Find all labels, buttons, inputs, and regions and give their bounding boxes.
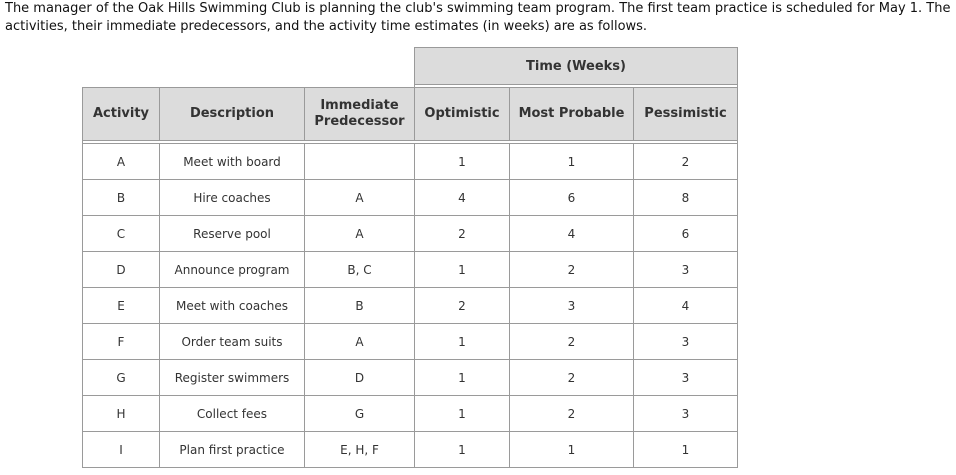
most-probable-cell: 4 [510,216,634,252]
header-most-probable: Most Probable [510,88,634,141]
activity-cell: B [83,180,160,216]
predecessor-cell: E, H, F [305,432,415,468]
header-description: Description [160,88,305,141]
pessimistic-cell: 8 [634,180,738,216]
description-cell: Plan first practice [160,432,305,468]
problem-statement-line-2: activities, their immediate predecessors, and the activity time estimates (in weeks) are as follows. [5,19,648,34]
predecessor-cell: B, C [305,252,415,288]
pessimistic-cell: 3 [634,252,738,288]
activity-cell: C [83,216,160,252]
table-row [83,144,738,180]
optimistic-cell: 2 [415,216,510,252]
predecessor-cell: A [305,216,415,252]
pessimistic-cell: 3 [634,360,738,396]
description-cell: Order team suits [160,324,305,360]
optimistic-cell: 1 [415,360,510,396]
table-row [83,432,738,468]
optimistic-cell: 1 [415,432,510,468]
most-probable-cell: 2 [510,360,634,396]
most-probable-cell: 2 [510,324,634,360]
pessimistic-cell: 3 [634,324,738,360]
header-predecessor-line-2: Predecessor [314,114,405,129]
description-cell: Meet with board [160,144,305,180]
header-activity: Activity [83,88,160,141]
header-immediate-predecessor [305,88,415,141]
pessimistic-cell: 6 [634,216,738,252]
activity-cell: F [83,324,160,360]
table-row [83,396,738,432]
description-cell: Reserve pool [160,216,305,252]
pessimistic-cell: 2 [634,144,738,180]
pessimistic-cell: 4 [634,288,738,324]
header-predecessor-line-1: Immediate [320,98,399,113]
description-cell: Hire coaches [160,180,305,216]
description-cell: Announce program [160,252,305,288]
time-weeks-group-header: Time (Weeks) [415,48,738,85]
description-cell: Meet with coaches [160,288,305,324]
most-probable-cell: 6 [510,180,634,216]
activity-time-table [82,47,738,468]
table-row [83,360,738,396]
activity-cell: G [83,360,160,396]
optimistic-cell: 2 [415,288,510,324]
optimistic-cell: 1 [415,324,510,360]
table-row [83,216,738,252]
optimistic-cell: 1 [415,144,510,180]
table-row [83,288,738,324]
activity-cell: H [83,396,160,432]
pessimistic-cell: 3 [634,396,738,432]
most-probable-cell: 3 [510,288,634,324]
table-row [83,324,738,360]
most-probable-cell: 1 [510,144,634,180]
header-pessimistic: Pessimistic [634,88,738,141]
predecessor-cell: G [305,396,415,432]
predecessor-cell: B [305,288,415,324]
predecessor-cell: D [305,360,415,396]
table-row [83,252,738,288]
header-optimistic: Optimistic [415,88,510,141]
activity-cell: I [83,432,160,468]
description-cell: Collect fees [160,396,305,432]
table-row [83,180,738,216]
most-probable-cell: 1 [510,432,634,468]
predecessor-cell: A [305,180,415,216]
optimistic-cell: 1 [415,396,510,432]
activity-cell: A [83,144,160,180]
predecessor-cell: A [305,324,415,360]
optimistic-cell: 4 [415,180,510,216]
activity-cell: D [83,252,160,288]
description-cell: Register swimmers [160,360,305,396]
predecessor-cell [305,144,415,180]
activity-cell: E [83,288,160,324]
pessimistic-cell: 1 [634,432,738,468]
most-probable-cell: 2 [510,252,634,288]
problem-statement [5,0,951,36]
blank-header-cell [83,48,415,85]
most-probable-cell: 2 [510,396,634,432]
optimistic-cell: 1 [415,252,510,288]
problem-statement-line-1: The manager of the Oak Hills Swimming Club is planning the club's swimming team program. The first team practice is scheduled for May 1. The [5,1,951,16]
